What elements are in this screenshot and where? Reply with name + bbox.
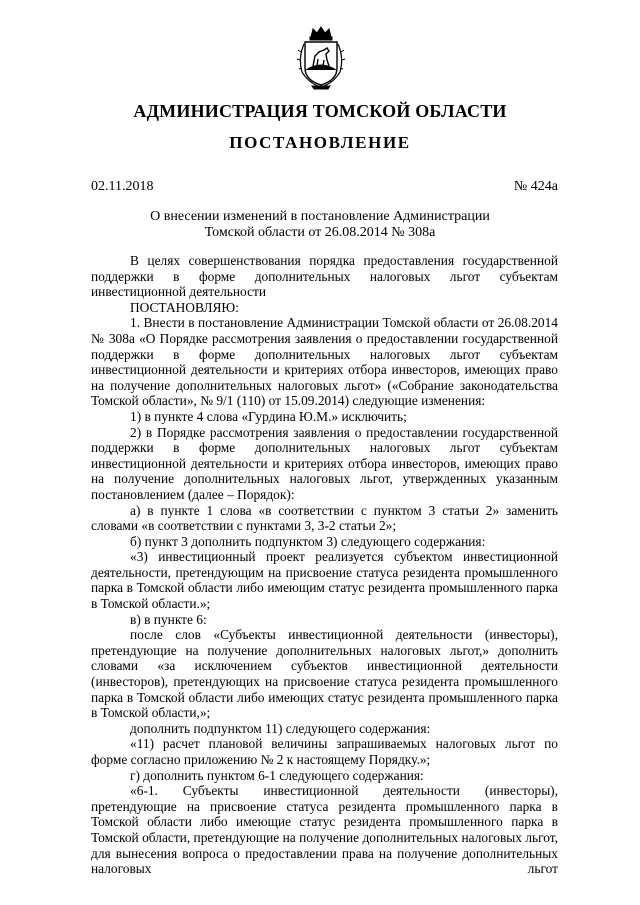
document-subject [0, 209, 640, 241]
body-paragraph: «3) инвестиционный проект реализуется субъектом инвестиционной деятельности, претендующим на присвоение статуса резидента промышленного парка в Томской области либо имеющим статус резидента промышленного парка в Томской области.»; [91, 549, 558, 612]
body-paragraph: после слов «Субъекты инвестиционной деятельности (инвесторы), претендующие на получение дополнительных налоговых льгот,» дополнить словами «за исключением субъектов инвестиционной деятельности (инвесторов), претендующих на присвоение статуса резидента промышленного парка в Томской области либо имеющих статус резидента промышленного парка в Томской области,»; [91, 627, 558, 721]
body-paragraph: б) пункт 3 дополнить подпунктом 3) следующего содержания: [130, 533, 486, 549]
organization-title: АДМИНИСТРАЦИЯ ТОМСКОЙ ОБЛАСТИ [133, 101, 507, 121]
body-paragraph: в) в пункте 6: [130, 611, 207, 627]
document-body [91, 253, 558, 877]
body-paragraph: а) в пункте 1 слова «в соответствии с пунктом 3 статьи 2» заменить словами «в соответствии с пунктами 3, 3-2 статьи 2»; [91, 502, 558, 534]
subject-line: Томской области от 26.08.2014 № 308а [204, 225, 436, 240]
body-paragraph: г) дополнить пунктом 6-1 следующего содержания: [130, 767, 424, 783]
body-paragraph: дополнить подпунктом 11) следующего содержания: [130, 720, 431, 736]
body-paragraph: «11) расчет плановой величины запрашиваемых налоговых льгот по форме согласно приложению № 2 к настоящему Порядку.»; [91, 736, 558, 767]
body-paragraph: 1. Внести в постановление Администрации Томской области от 26.08.2014 № 308а «О Порядке рассмотрения заявления о предоставлении государственной поддержки в форме дополнительных налоговых льгот субъектам инвестиционной деятельности и критериях отбора инвесторов, имеющих право на получение дополнительных налоговых льгот» («Собрание законодательства Томской области», № 9/1 (110) от 15.09.2014) следующие изменения: [91, 315, 558, 409]
document-number: № 424а [513, 179, 558, 194]
body-paragraph: 1) в пункте 4 слова «Гурдина Ю.М.» исключить; [130, 408, 407, 424]
coat-of-arms-icon [296, 24, 346, 90]
resolution-keyword: ПОСТАНОВЛЯЮ: [130, 299, 239, 315]
document-date: 02.11.2018 [91, 179, 154, 194]
document-type-heading: ПОСТАНОВЛЕНИЕ [229, 133, 411, 152]
preamble-paragraph: В целях совершенствования порядка предоставления государственной поддержки в форме дополнительных налоговых льгот субъектам инвестиционной деятельности [91, 253, 558, 300]
body-paragraph: 2) в Порядке рассмотрения заявления о предоставлении государственной поддержки в форме дополнительных налоговых льгот субъектам инвестиционной деятельности и критериях отбора инвесторов, имеющих право на получение дополнительных налоговых льгот, утвержденных указанным постановлением (далее – Порядок): [91, 424, 558, 502]
body-paragraph: «6-1. Субъекты инвестиционной деятельности (инвесторы), претендующие на присвоение статуса резидента промышленного парка в Томской области либо имеющие статус резидента промышленного парка в Томской области, претендующие на получение дополнительных налоговых льгот, для вынесения вопроса о предоставлении права на получение дополнительных налоговых льгот [91, 783, 558, 877]
subject-line: О внесении изменений в постановление Администрации [150, 209, 490, 224]
